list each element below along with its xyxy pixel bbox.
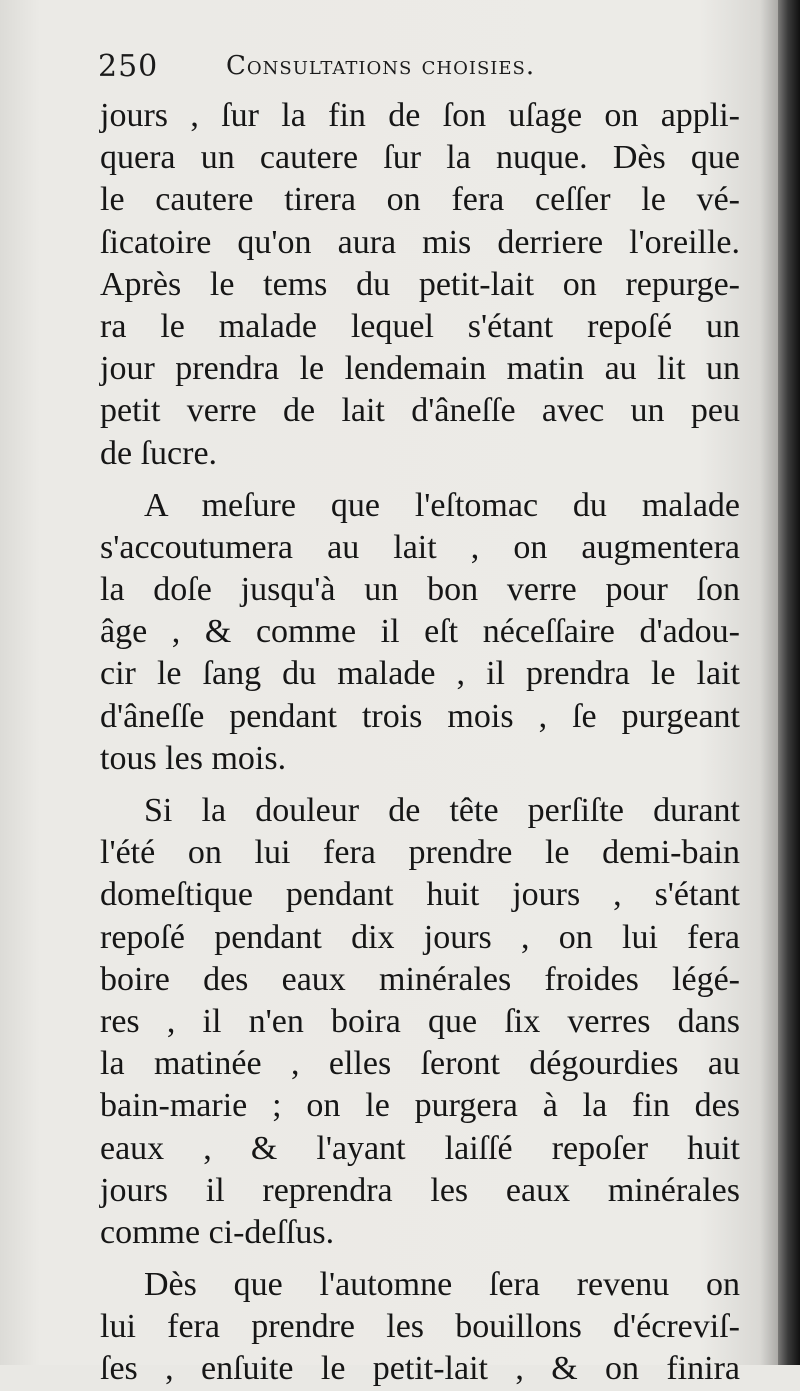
text-line: domeſtique pendant huit jours , s'étant bbox=[100, 876, 740, 914]
text-line: le cautere tirera on fera ceſſer le vé- bbox=[100, 181, 740, 219]
text-line: petit verre de lait d'âneſſe avec un peu bbox=[100, 392, 740, 430]
text-line: l'été on lui fera prendre le demi-bain bbox=[100, 834, 740, 872]
paragraph bbox=[100, 790, 740, 1254]
text-line: A meſure que l'eſtomac du malade bbox=[144, 486, 740, 524]
text-line: s'accoutumera au lait , on augmentera bbox=[100, 528, 740, 566]
text-line: ſicatoire qu'on aura mis derriere l'oreille. bbox=[100, 223, 740, 261]
page-header bbox=[98, 45, 628, 95]
body-text bbox=[100, 95, 740, 1391]
text-line: âge , & comme il eſt néceſſaire d'adou- bbox=[100, 613, 740, 651]
text-line: lui fera prendre les bouillons d'écreviſ- bbox=[100, 1308, 740, 1346]
paragraph bbox=[100, 1264, 740, 1391]
text-line: tous les mois. bbox=[100, 739, 287, 777]
text-line: ſes , enſuite le petit-lait , & on finira bbox=[100, 1350, 740, 1388]
text-line: Après le tems du petit-lait on repurge- bbox=[100, 265, 740, 303]
text-line: Si la douleur de tête perſiſte durant bbox=[144, 792, 740, 829]
text-line: jours il reprendra les eaux minérales bbox=[100, 1171, 740, 1209]
text-line: Dès que l'automne ſera revenu on bbox=[144, 1266, 740, 1304]
text-line: res , il n'en boira que ſix verres dans bbox=[100, 1002, 740, 1040]
text-line: eaux , & l'ayant laiſſé repoſer huit bbox=[100, 1129, 740, 1167]
text-line: comme ci-deſſus. bbox=[100, 1213, 335, 1251]
text-line: cir le ſang du malade , il prendra le lait bbox=[100, 655, 740, 693]
text-line: jour prendra le lendemain matin au lit un bbox=[100, 350, 740, 388]
text-line: jours , ſur la fin de ſon uſage on appli- bbox=[100, 97, 740, 134]
book-spine-shadow bbox=[778, 0, 800, 1365]
text-line: ra le malade lequel s'étant repoſé un bbox=[100, 307, 740, 345]
running-title: Consultations choisies. bbox=[226, 51, 536, 81]
text-line: de ſucre. bbox=[100, 434, 218, 472]
text-line: boire des eaux minérales froides légé- bbox=[100, 960, 740, 998]
page-number: 250 bbox=[98, 49, 159, 84]
text-line: la doſe jusqu'à un bon verre pour ſon bbox=[100, 571, 740, 609]
text-line: la matinée , elles ſeront dégourdies au bbox=[100, 1045, 740, 1083]
text-line: d'âneſſe pendant trois mois , ſe purgeant bbox=[100, 697, 740, 735]
text-line: bain-marie ; on le purgera à la fin des bbox=[100, 1087, 740, 1125]
text-line: quera un cautere ſur la nuque. Dès que bbox=[100, 139, 740, 177]
paragraph bbox=[100, 485, 740, 780]
text-line: repoſé pendant dix jours , on lui fera bbox=[100, 918, 740, 956]
paragraph bbox=[100, 95, 740, 475]
